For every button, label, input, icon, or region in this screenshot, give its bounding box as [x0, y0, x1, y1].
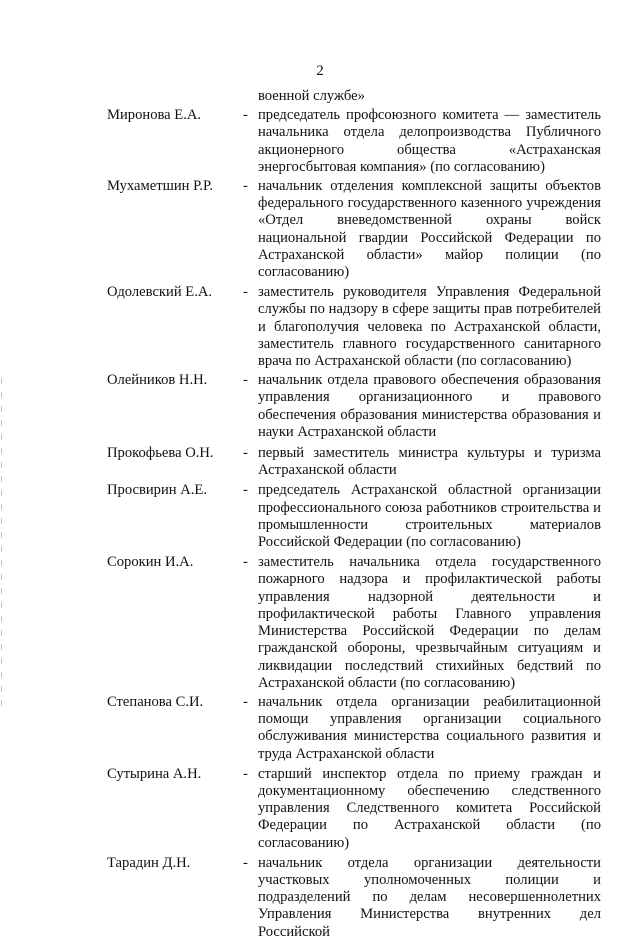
list-item: [0, 766, 640, 853]
list-item: [0, 445, 640, 480]
list-item: [0, 855, 640, 942]
separator-dash: -: [243, 854, 248, 871]
separator-dash: -: [243, 765, 248, 782]
list-item: [0, 694, 640, 764]
member-name: Тарадин Д.Н.: [107, 854, 191, 871]
separator-dash: -: [243, 107, 248, 124]
entry-description: начальник отдела организации деятельности участковых уполномоченных полиции и подразделений по делам несовершеннолетних Управления Министерства внутренних дел Российской: [258, 854, 601, 940]
separator-dash: -: [243, 693, 248, 710]
list-item: [0, 178, 640, 282]
members-list: [0, 88, 640, 942]
entry-description: председатель профсоюзного комитета — заместитель начальника отдела делопроизводства Публичного акционерного общества «Астраханская энергосбытовая компания» (по согласованию): [258, 107, 601, 175]
list-item: [0, 554, 640, 693]
separator-dash: -: [243, 178, 248, 195]
page-number: 2: [316, 63, 324, 79]
list-item: [0, 482, 640, 552]
entry-description: военной службе»: [258, 88, 365, 104]
entry-description: старший инспектор отдела по приему граждан и документационному обеспечению следственного управления Следственного комитета Российской Федерации по Астраханской области (по согласованию): [258, 765, 601, 851]
member-name: Степанова С.И.: [107, 693, 204, 710]
member-name: Сорокин И.А.: [107, 554, 194, 571]
separator-dash: -: [243, 372, 248, 389]
member-name: Мухаметшин Р.Р.: [107, 178, 213, 195]
entry-description: начальник отдела правового обеспечения образования управления организационного и правового обеспечения образования министерства образования и науки Астраханской области: [258, 372, 601, 440]
entry-description: заместитель начальника отдела государственного пожарного надзора и профилактической работы управления надзорной деятельности и профилактической работы Главного управления Министерства Российской Федерации по делам гражданской обороны, чрезвычайным ситуациям и ликвидации последствий стихийных бедствий по Астраханской области (по согласованию): [258, 554, 601, 691]
member-name: Сутырина А.Н.: [107, 765, 202, 782]
member-name: Миронова Е.А.: [107, 107, 202, 124]
member-name: Прокофьева О.Н.: [107, 445, 214, 462]
member-name: Одолевский Е.А.: [107, 284, 213, 301]
member-name: Просвирин А.Е.: [107, 482, 207, 499]
entry-description: начальник отделения комплексной защиты объектов федерального государственного казенного учреждения «Отдел вневедомственной охраны войск национальной гвардии Российской Федерации по Астраханской области» майор полиции (по согласованию): [258, 178, 601, 281]
entry-description: начальник отдела организации реабилитационной помощи управления организации социального обслуживания министерства социального развития и труда Астраханской области: [258, 693, 601, 762]
scan-binding-mark: [1, 378, 2, 708]
separator-dash: -: [243, 445, 248, 462]
separator-dash: -: [243, 554, 248, 571]
entry-description: первый заместитель министра культуры и туризма Астраханской области: [258, 445, 601, 479]
list-item: [0, 107, 640, 177]
entry-description: заместитель руководителя Управления Федеральной службы по надзору в сфере защиты прав потребителей и благополучия человека по Астраханской области, заместитель главного государственного санитарного врача по Астраханской области (по согласованию): [258, 284, 601, 370]
list-item: [0, 372, 640, 442]
member-name: Олейников Н.Н.: [107, 372, 208, 389]
list-item-continuation: [0, 88, 640, 106]
separator-dash: -: [243, 482, 248, 499]
entry-description: председатель Астраханской областной организации профессионального союза работников строительства и промышленности строительных материалов Российской Федерации (по согласованию): [258, 482, 601, 551]
list-item: [0, 284, 640, 371]
separator-dash: -: [243, 284, 248, 301]
